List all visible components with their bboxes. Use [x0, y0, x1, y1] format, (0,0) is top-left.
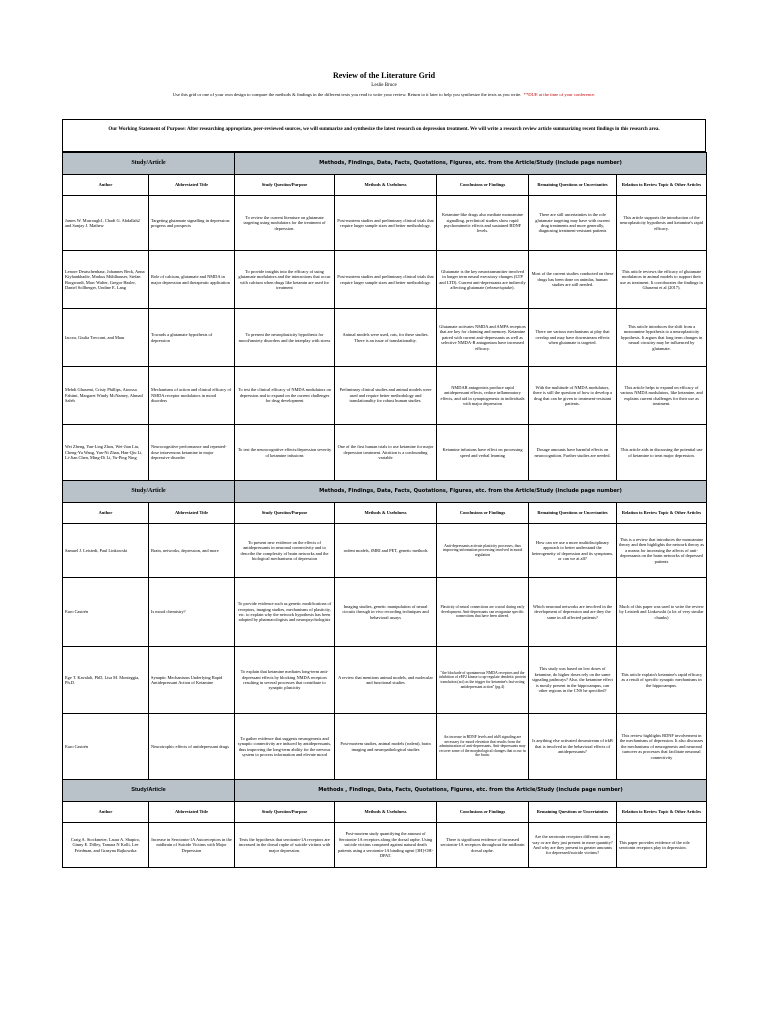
- question-cell: To provide evidence such as genetic modifications of receptors, imaging studies, mechanisms of plasticity, etc. to explain why the network hypothesis has been adopted by pharmacologists and neuropsychologists: [235, 578, 335, 647]
- section-band: [63, 780, 707, 802]
- title-cell: Increase in Serotonin-1A Autoreceptors in the midbrain of Suicide Victims with Major Depression: [149, 823, 235, 868]
- table-row: [63, 251, 707, 309]
- question-cell: To review the current literature on glutamate targeting using modulators for the treatment of depression.: [235, 196, 335, 251]
- remaining-cell: With the multitude of NMDA modulators, there is still the question of how to develop a drug that can be given to treatment-resistant patients.: [529, 367, 617, 425]
- table-row: [63, 823, 707, 868]
- relation-cell: This article supports the introduction of the neuroplasticity hypothesis and ketamine's rapid efficacy.: [617, 196, 707, 251]
- methods-cell: Post-mortem studies and preliminary clinical trials that require larger sample sizes and better methodology.: [335, 196, 437, 251]
- question-cell: To present the neuroplasticity hypothesis for mood/anxiety disorders and the interplay with stress: [235, 309, 335, 367]
- findings-cell: Ketamine-like drugs also mediate monoamine signalling, preclinical studies show rapid psychomimetic effects and sustained BDNF levels.: [437, 196, 529, 251]
- author-cell: Lenore Deutschenbaur, Johannes Beck, Anna Kiyhankhadiv, Markus Mühlhauser, Stefan Borgwardt, Marc Walter, Gregor Hasler, Daniel Sollberger, Undine E. Lang: [63, 251, 149, 309]
- findings-cell: "the blockade of spontaneous NMDA receptors and the inhibition of eEF2 kinase to up-regulate dendritic protein translation (act) as the trigger for ketamine's fast-acting antidepressant action" (pg.4): [437, 647, 529, 714]
- band-methods-heading: Methods, Findings, Data, Facts, Quotations, Figures, etc. from the Article/Study (include page number): [235, 153, 707, 175]
- findings-cell: Glutamate activates NMDA and AMPA receptors that are key for claiming and memory. Ketamine paired with current anti-depressants as well as selective NMDA-R antagonism have increased efficacy.: [437, 309, 529, 367]
- document-author: Leslie Bruce: [371, 83, 397, 88]
- section-band: [63, 481, 707, 503]
- question-cell: To gather evidence that suggests neurogenesis and synaptic connectivity are induced by antidepressants, thus improving the long-term ability for the nervous system to process information and elevate mood: [235, 714, 335, 780]
- instructions-text: Use this grid or one of your own design to compare the methods & findings in the different texts you read to write your review. Return to it later to help you synthesize the texts as you write.: [172, 92, 522, 97]
- question-cell: Tests the hypothesis that serotonin-1A receptors are increased in the dorsal raphe of suicide victims with major depression.: [235, 823, 335, 868]
- column-header: Study Question/Purpose: [235, 503, 335, 524]
- author-cell: Iacora, Giulia Treccani, and Maur: [63, 309, 149, 367]
- column-header: Remaining Questions or Uncertanties: [529, 503, 617, 524]
- remaining-cell: There are still uncertainties in the role glutamate targeting may have with current drug treatments and more generally, diagnosing treatment-resistant patients: [529, 196, 617, 251]
- column-header: Methods & Usefulness: [335, 802, 437, 823]
- relation-cell: This article explain's ketamine's rapid efficacy as a result of specific synaptic mechanisms in the hippocampus.: [617, 647, 707, 714]
- review-grid-table: [62, 152, 707, 868]
- table-row: [63, 196, 707, 251]
- column-header: Conclusions or Findings: [437, 175, 529, 196]
- instructions-line: [62, 90, 706, 100]
- title-cell: Is mood chemistry?: [149, 578, 235, 647]
- findings-cell: Glutamate is the key neurotransmitter involved in longer term neural executory changes (LTP and LTD). Current anti-depressants are indirectly affecting glutamate (release/uptake).: [437, 251, 529, 309]
- question-cell: To test the clinical efficacy of NMDA modulators on depression and to expand on the current challenges for drug development: [235, 367, 335, 425]
- author-cell: Samuel J. Leistedt, Paul Linkowski: [63, 524, 149, 578]
- table-row: [63, 647, 707, 714]
- title-cell: Role of calcium, glutamate and NMDA in major depression and therapeutic application: [149, 251, 235, 309]
- author-cell: Wei Zheng, Yan-Ling Zhou, Wei-Jian Liu, Cheng-Yu Wang, Yan-Ni Zhan, Han-Qiu Li, Li-Jian Chen, Ming-Di Li, Yu-Ping Ning: [63, 425, 149, 481]
- table-row: [63, 425, 707, 481]
- band-study-article: Study/Article: [63, 153, 235, 175]
- purpose-statement: Our Working Statement of Purpose: After researching appropriate, peer-reviewed sources, we will summarize and synthesize the latest research on depression treatment. We will write a research review article summarizing recent findings in this research area.: [62, 119, 706, 152]
- author-cell: Euro Castrén: [63, 578, 149, 647]
- title-cell: Mechanisms of action and clinical efficacy of NMDA receptor modulators in mood disorders: [149, 367, 235, 425]
- question-cell: To test the neurocognitive effects/depression severity of ketamine infusions: [235, 425, 335, 481]
- remaining-cell: Is anything else activated downstream of trkB that is involved in the behavioral effects of antidepressants?: [529, 714, 617, 780]
- findings-cell: Ketamine infusions have effect on processing speed and verbal learning: [437, 425, 529, 481]
- methods-cell: A review that mentions animal models, and molecular and functional studies: [335, 647, 437, 714]
- column-header: Abbreviated Title: [149, 503, 235, 524]
- column-header: Abbreviated Title: [149, 175, 235, 196]
- title-cell: Neurocognitive performance and repeated-dose intravenous ketamine in major depressive disorder: [149, 425, 235, 481]
- question-cell: To provide insights into the efficacy of using glutamate modulators and the interactions that occur with calcium when drugs like ketamin are used for treatment: [235, 251, 335, 309]
- remaining-cell: Most of the current studies conducted on these drugs has been done on animlas, human studies are still needed.: [529, 251, 617, 309]
- relation-cell: This article aids in discussing the potential use of ketamine to treat major depression.: [617, 425, 707, 481]
- methods-cell: Post-mortem studies and preliminary clinical trials that require larger sample sizes and better methodology.: [335, 251, 437, 309]
- relation-cell: This article introduces the shift from a monoamine hypothesis to a neuroplasticity hypothesis. It argues that long term changes in neural circuitry may be influenced by glutamate.: [617, 309, 707, 367]
- column-header: Author: [63, 802, 149, 823]
- column-header-row: [63, 802, 707, 823]
- relation-cell: This paper provides evidence of the role serotonin receptors play in depression.: [617, 823, 707, 868]
- question-cell: To explain that ketamine mediates long-term anti-depressant effects by blocking NMDA receptors resulting in several processes that contribute to synaptic plasticity: [235, 647, 335, 714]
- band-study-article: Study/Article: [63, 780, 235, 802]
- column-header: Remaining Questions or Uncertanties: [529, 175, 617, 196]
- title-cell: Targeting glutamate signalling in depression: progress and prospects: [149, 196, 235, 251]
- author-cell: Craig A. Stockmeier, Laura A. Shapiro, Ginny E. Dilley, Tamara N Kolli, Lee Friedman, and Grazyna Rajkowska: [63, 823, 149, 868]
- column-header: Remaining Questions or Uncertainties: [529, 802, 617, 823]
- question-cell: To present new evidence on the effects of antidepressants in neuronal connectivity and to describe the complexity of brain networks and the biological mechanisms of depression: [235, 524, 335, 578]
- methods-cell: Imaging studies, genetic manipulation of neural circuits through in vivo recording techniques and behavioral assays: [335, 578, 437, 647]
- title-cell: Brain, networks, depression, and more: [149, 524, 235, 578]
- band-methods-heading: Methods, Findings, Data, Facts, Quotations, Figures, etc. from the Article/Study (include page number): [235, 481, 707, 503]
- relation-cell: This is a review that introduces the monoamine theory and then highlights the network theory as a means for increasing the affects of anti-depressants on the brain networks of depressed patients: [617, 524, 707, 578]
- remaining-cell: Which neuronal networks are involved in the development of depression and are they the same in all affected patients?: [529, 578, 617, 647]
- relation-cell: This review highlights BDNF involvement in the mechanisms of depression. It also discusses the mechanisms of neurogenesis and neuronal turnover as processes that facilitate neuronal connectivity: [617, 714, 707, 780]
- column-header: Study Question/Purpose: [235, 175, 335, 196]
- column-header: Abbreviated Title: [149, 802, 235, 823]
- methods-cell: Animal models were used, rats, for these studies. There is an issue of translationality.: [335, 309, 437, 367]
- remaining-cell: There are various mechanisms at play that overlap and may have downstream effects when glutamate is targeted.: [529, 309, 617, 367]
- relation-cell: This article reviews the efficacy of glutamate modulators in animal models to support their use as treatment. It corroborates the findings in Ghasemi et al (2017).: [617, 251, 707, 309]
- column-header: Author: [63, 503, 149, 524]
- column-header: Relation to Review Topic & Other Articles: [617, 175, 707, 196]
- findings-cell: NMDAR antagonists produce rapid antidepressant effects, reduce inflammatory effects, and aid in synaptogenesis in individuals with major depression: [437, 367, 529, 425]
- relation-cell: Much of this paper was used to write the review by Leistedt and Linkowski (a lot of very similar chunks): [617, 578, 707, 647]
- methods-cell: One of the first human trials to use ketamine for major depression treatment. Attrition is a confounding variable: [335, 425, 437, 481]
- author-cell: Mehdi Ghasemi, Cristy Phillips, Atoossa Fahimi, Margaret Windy McNamey, Ahmad Saleh: [63, 367, 149, 425]
- findings-cell: There is significant evidence of increased serotonin-1A receptors throughout the midbrain dorsal raphe.: [437, 823, 529, 868]
- author-cell: Euro Castrén: [63, 714, 149, 780]
- band-methods-heading: Methods , Findings, Data, Facts, Quotations, Figures, etc. from the Article/Study (include page number): [235, 780, 707, 802]
- table-row: [63, 367, 707, 425]
- column-header: Conclusions or Findings: [437, 503, 529, 524]
- column-header: Methods & Usefulness: [335, 503, 437, 524]
- due-note: **DUE at the time of your conference.: [523, 92, 596, 97]
- document-title: Review of the Literature Grid: [332, 71, 436, 80]
- column-header-row: [63, 503, 707, 524]
- remaining-cell: Are the serotonin receptors different in any way or are they just present in more quantity? And why are they present in greater amounts for depressed/suicide victims?: [529, 823, 617, 868]
- section-band: [63, 153, 707, 175]
- findings-cell: An increase in BDNF levels and trkB signaling are necessary for mood elevation that results from the administration of anti-depressants. Anti-depressants may recover some of the morphological changes that occur in the brain.: [437, 714, 529, 780]
- remaining-cell: How can we use a more multidisciplinary approach to better understand the heterogeneity of depression and its symptoms, or can we at all?: [529, 524, 617, 578]
- remaining-cell: This study was based on low doses of ketamine, do higher doses rely on the same signaling pathways? Also, the ketamine effect is mostly present in the hippocampus, can other regions in the CNS be specified?: [529, 647, 617, 714]
- column-header: Methods & Usefulness: [335, 175, 437, 196]
- methods-cell: rodent models, fMRI and PET, genetic methods: [335, 524, 437, 578]
- literature-grid-document: [62, 66, 706, 859]
- table-row: [63, 714, 707, 780]
- findings-cell: Plasticity of neural connections are crucial during early development. Anti-depressants can reorganize specific connections that have been altered.: [437, 578, 529, 647]
- column-header: Relation to Review Topic & Other Articles: [617, 503, 707, 524]
- column-header: Conclusions or Findings: [437, 802, 529, 823]
- title-cell: Neurotrophic effects of antidepressant drugs: [149, 714, 235, 780]
- column-header: Relation to Review Topic & Other Articles: [617, 802, 707, 823]
- methods-cell: Preliminary clinical studies and animal models were used and require better methodology and translationality for robust human studies.: [335, 367, 437, 425]
- author-cell: James W. Murrough1, Chadi G. Abdallah2 and Sanjay J. Mathew: [63, 196, 149, 251]
- table-row: [63, 309, 707, 367]
- band-study-article: Study/Article: [63, 481, 235, 503]
- author-cell: Ege T. Kavalali, PhD, Lisa M. Monteggia, Ph.D.: [63, 647, 149, 714]
- column-header: Author: [63, 175, 149, 196]
- methods-cell: Post-mortem study quantifying the amount of Serotonin-1A receptors along the dorsal raphe. Using suicide victims compared against natural death patients using a serotonin-1A binding agent [3H]-OH-DPAT.: [335, 823, 437, 868]
- relation-cell: This article helps to expand on efficacy of various NMDA modulators, like ketamine, and explains current challenges for their use as treatment.: [617, 367, 707, 425]
- table-row: [63, 578, 707, 647]
- methods-cell: Post-mortem studies, animal models (rodent), brain imaging and neuropathological studies: [335, 714, 437, 780]
- title-cell: Synaptic Mechanisms Underlying Rapid Antidepressant Action of Ketamine: [149, 647, 235, 714]
- findings-cell: Anti-depressants activate plasticity processes, thus improving information processing involved in mood regulation: [437, 524, 529, 578]
- table-row: [63, 524, 707, 578]
- column-header-row: [63, 175, 707, 196]
- remaining-cell: Dosage amounts have harmful effects on neurocognition, Further studies are needed.: [529, 425, 617, 481]
- title-cell: Towards a glutamate hypothesis of depression: [149, 309, 235, 367]
- column-header: Study Question/Purpose: [235, 802, 335, 823]
